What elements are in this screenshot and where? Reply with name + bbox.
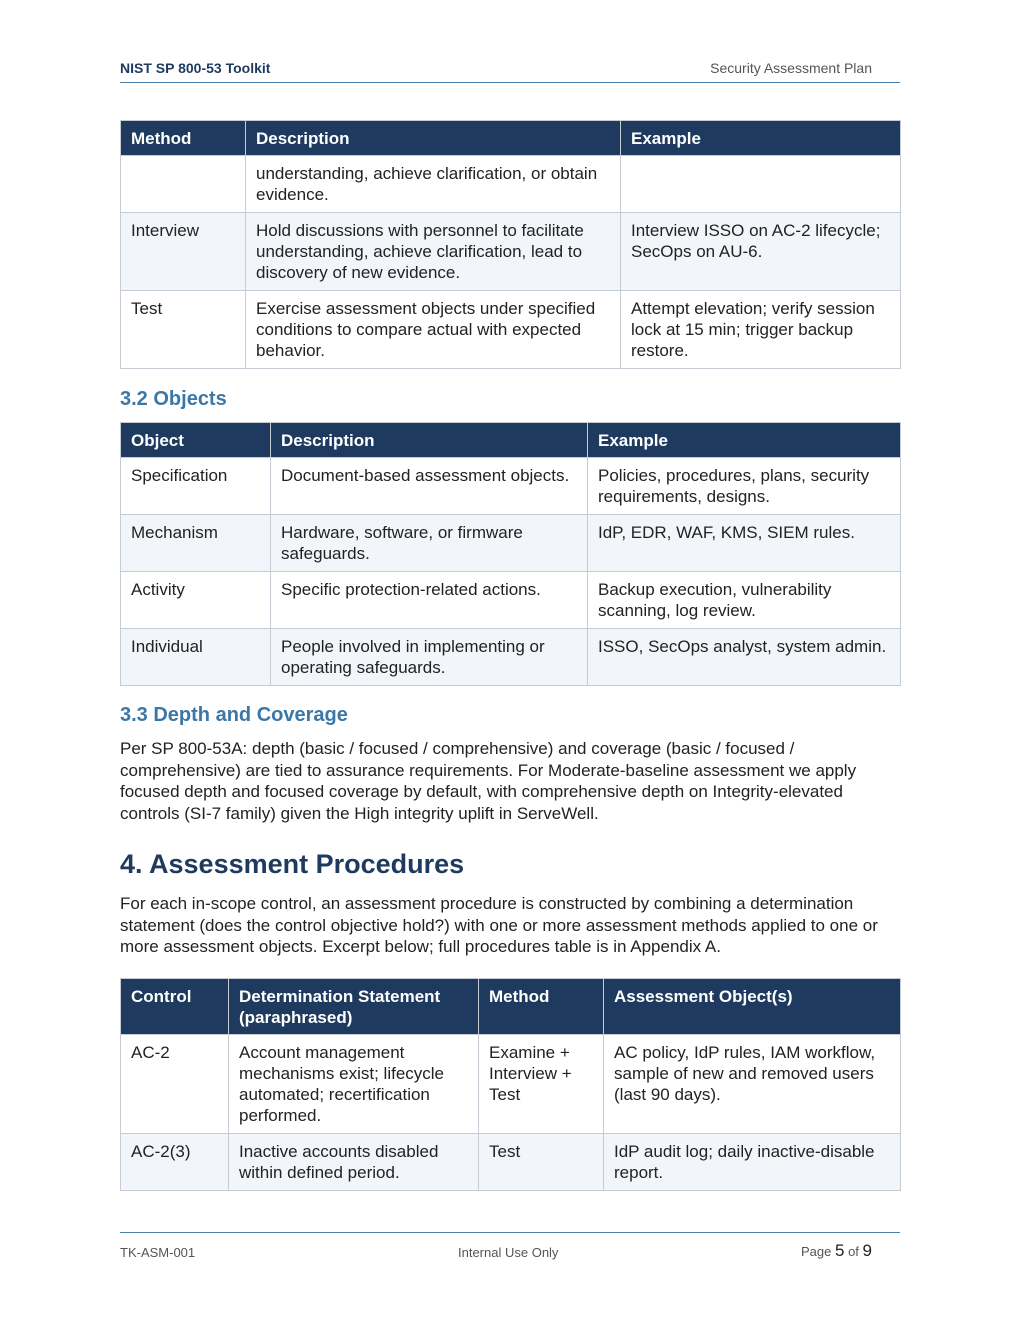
objects-table — [120, 422, 901, 686]
assessment-objects-cell: AC policy, IdP rules, IAM workflow, sample of new and removed users (last 90 days). — [604, 1035, 901, 1134]
table-row — [121, 629, 901, 686]
object-cell: Individual — [121, 629, 271, 686]
table-row — [121, 515, 901, 572]
method-cell: Test — [479, 1134, 604, 1191]
table-row — [121, 156, 901, 213]
description-cell: Hardware, software, or firmware safeguards. — [271, 515, 588, 572]
section-heading-objects: 3.2 Objects — [120, 388, 227, 410]
page-footer — [120, 1232, 900, 1263]
header-toolkit-name: NIST SP 800-53 Toolkit — [120, 60, 271, 76]
page-label: Page — [800, 1244, 832, 1259]
section-heading-depth-coverage: 3.3 Depth and Coverage — [120, 704, 348, 726]
table-row — [121, 291, 901, 369]
footer-page-number — [801, 1241, 872, 1261]
object-cell: Mechanism — [121, 515, 271, 572]
assessment-objects-cell: IdP audit log; daily inactive-disable report. — [604, 1134, 901, 1191]
description-cell: Exercise assessment objects under specified conditions to compare actual with expected behavior. — [246, 291, 621, 369]
column-header-description: Description — [271, 423, 588, 458]
footer-classification: Internal Use Only — [458, 1245, 559, 1260]
procedures-table — [120, 978, 901, 1191]
section-heading-assessment-procedures: 4. Assessment Procedures — [120, 849, 465, 879]
table-row — [121, 213, 901, 291]
method-cell — [121, 156, 246, 213]
table-row — [121, 458, 901, 515]
column-header-control: Control — [121, 979, 229, 1035]
determination-cell: Inactive accounts disabled within defined period. — [229, 1134, 479, 1191]
example-cell: ISSO, SecOps analyst, system admin. — [588, 629, 901, 686]
description-cell: Document-based assessment objects. — [271, 458, 588, 515]
column-header-assessment-objects: Assessment Object(s) — [604, 979, 901, 1035]
column-header-object: Object — [121, 423, 271, 458]
footer-document-id: TK-ASM-001 — [120, 1245, 196, 1260]
example-cell: Attempt elevation; verify session lock at 15 min; trigger backup restore. — [621, 291, 901, 369]
method-cell: Test — [121, 291, 246, 369]
column-header-determination-statement: Determination Statement (paraphrased) — [229, 979, 479, 1035]
page-header — [120, 58, 900, 83]
depth-coverage-paragraph: Per SP 800-53A: depth (basic / focused / comprehensive) and coverage (basic / focused / comprehensive) are tied to assurance requirements. For Moderate-baseline assessment we apply focused depth and focused coverage by default, with comprehensive depth on Integrity-elevated controls (SI-7 family) given the High integrity uplift in ServeWell. — [120, 739, 857, 823]
control-cell: AC-2(3) — [121, 1134, 229, 1191]
page-of-label: of — [848, 1244, 859, 1259]
column-header-example: Example — [588, 423, 901, 458]
methods-table — [120, 120, 901, 369]
object-cell: Specification — [121, 458, 271, 515]
example-cell: Policies, procedures, plans, security requirements, designs. — [588, 458, 901, 515]
description-cell: Hold discussions with personnel to facilitate understanding, achieve clarification, lead to discovery of new evidence. — [246, 213, 621, 291]
column-header-method: Method — [121, 121, 246, 156]
table-row — [121, 1035, 901, 1134]
table-row — [121, 572, 901, 629]
page-current: 5 — [834, 1241, 845, 1260]
example-cell — [621, 156, 901, 213]
example-cell: IdP, EDR, WAF, KMS, SIEM rules. — [588, 515, 901, 572]
header-document-title: Security Assessment Plan — [710, 60, 872, 76]
method-cell: Examine + Interview + Test — [479, 1035, 604, 1134]
example-cell: Interview ISSO on AC-2 lifecycle; SecOps on AU-6. — [621, 213, 901, 291]
description-cell: Specific protection-related actions. — [271, 572, 588, 629]
description-cell: understanding, achieve clarification, or obtain evidence. — [246, 156, 621, 213]
column-header-method: Method — [479, 979, 604, 1035]
control-cell: AC-2 — [121, 1035, 229, 1134]
description-cell: People involved in implementing or operating safeguards. — [271, 629, 588, 686]
page-total: 9 — [862, 1241, 872, 1260]
example-cell: Backup execution, vulnerability scanning, log review. — [588, 572, 901, 629]
column-header-description: Description — [246, 121, 621, 156]
column-header-example: Example — [621, 121, 901, 156]
object-cell: Activity — [121, 572, 271, 629]
determination-cell: Account management mechanisms exist; lifecycle automated; recertification performed. — [229, 1035, 479, 1134]
table-row — [121, 1134, 901, 1191]
method-cell: Interview — [121, 213, 246, 291]
assessment-procedures-paragraph: For each in-scope control, an assessment procedure is constructed by combining a determination statement (does the control objective hold?) with one or more assessment methods applied to one or more assessment objects. Excerpt below; full procedures table is in Appendix A. — [120, 894, 878, 956]
